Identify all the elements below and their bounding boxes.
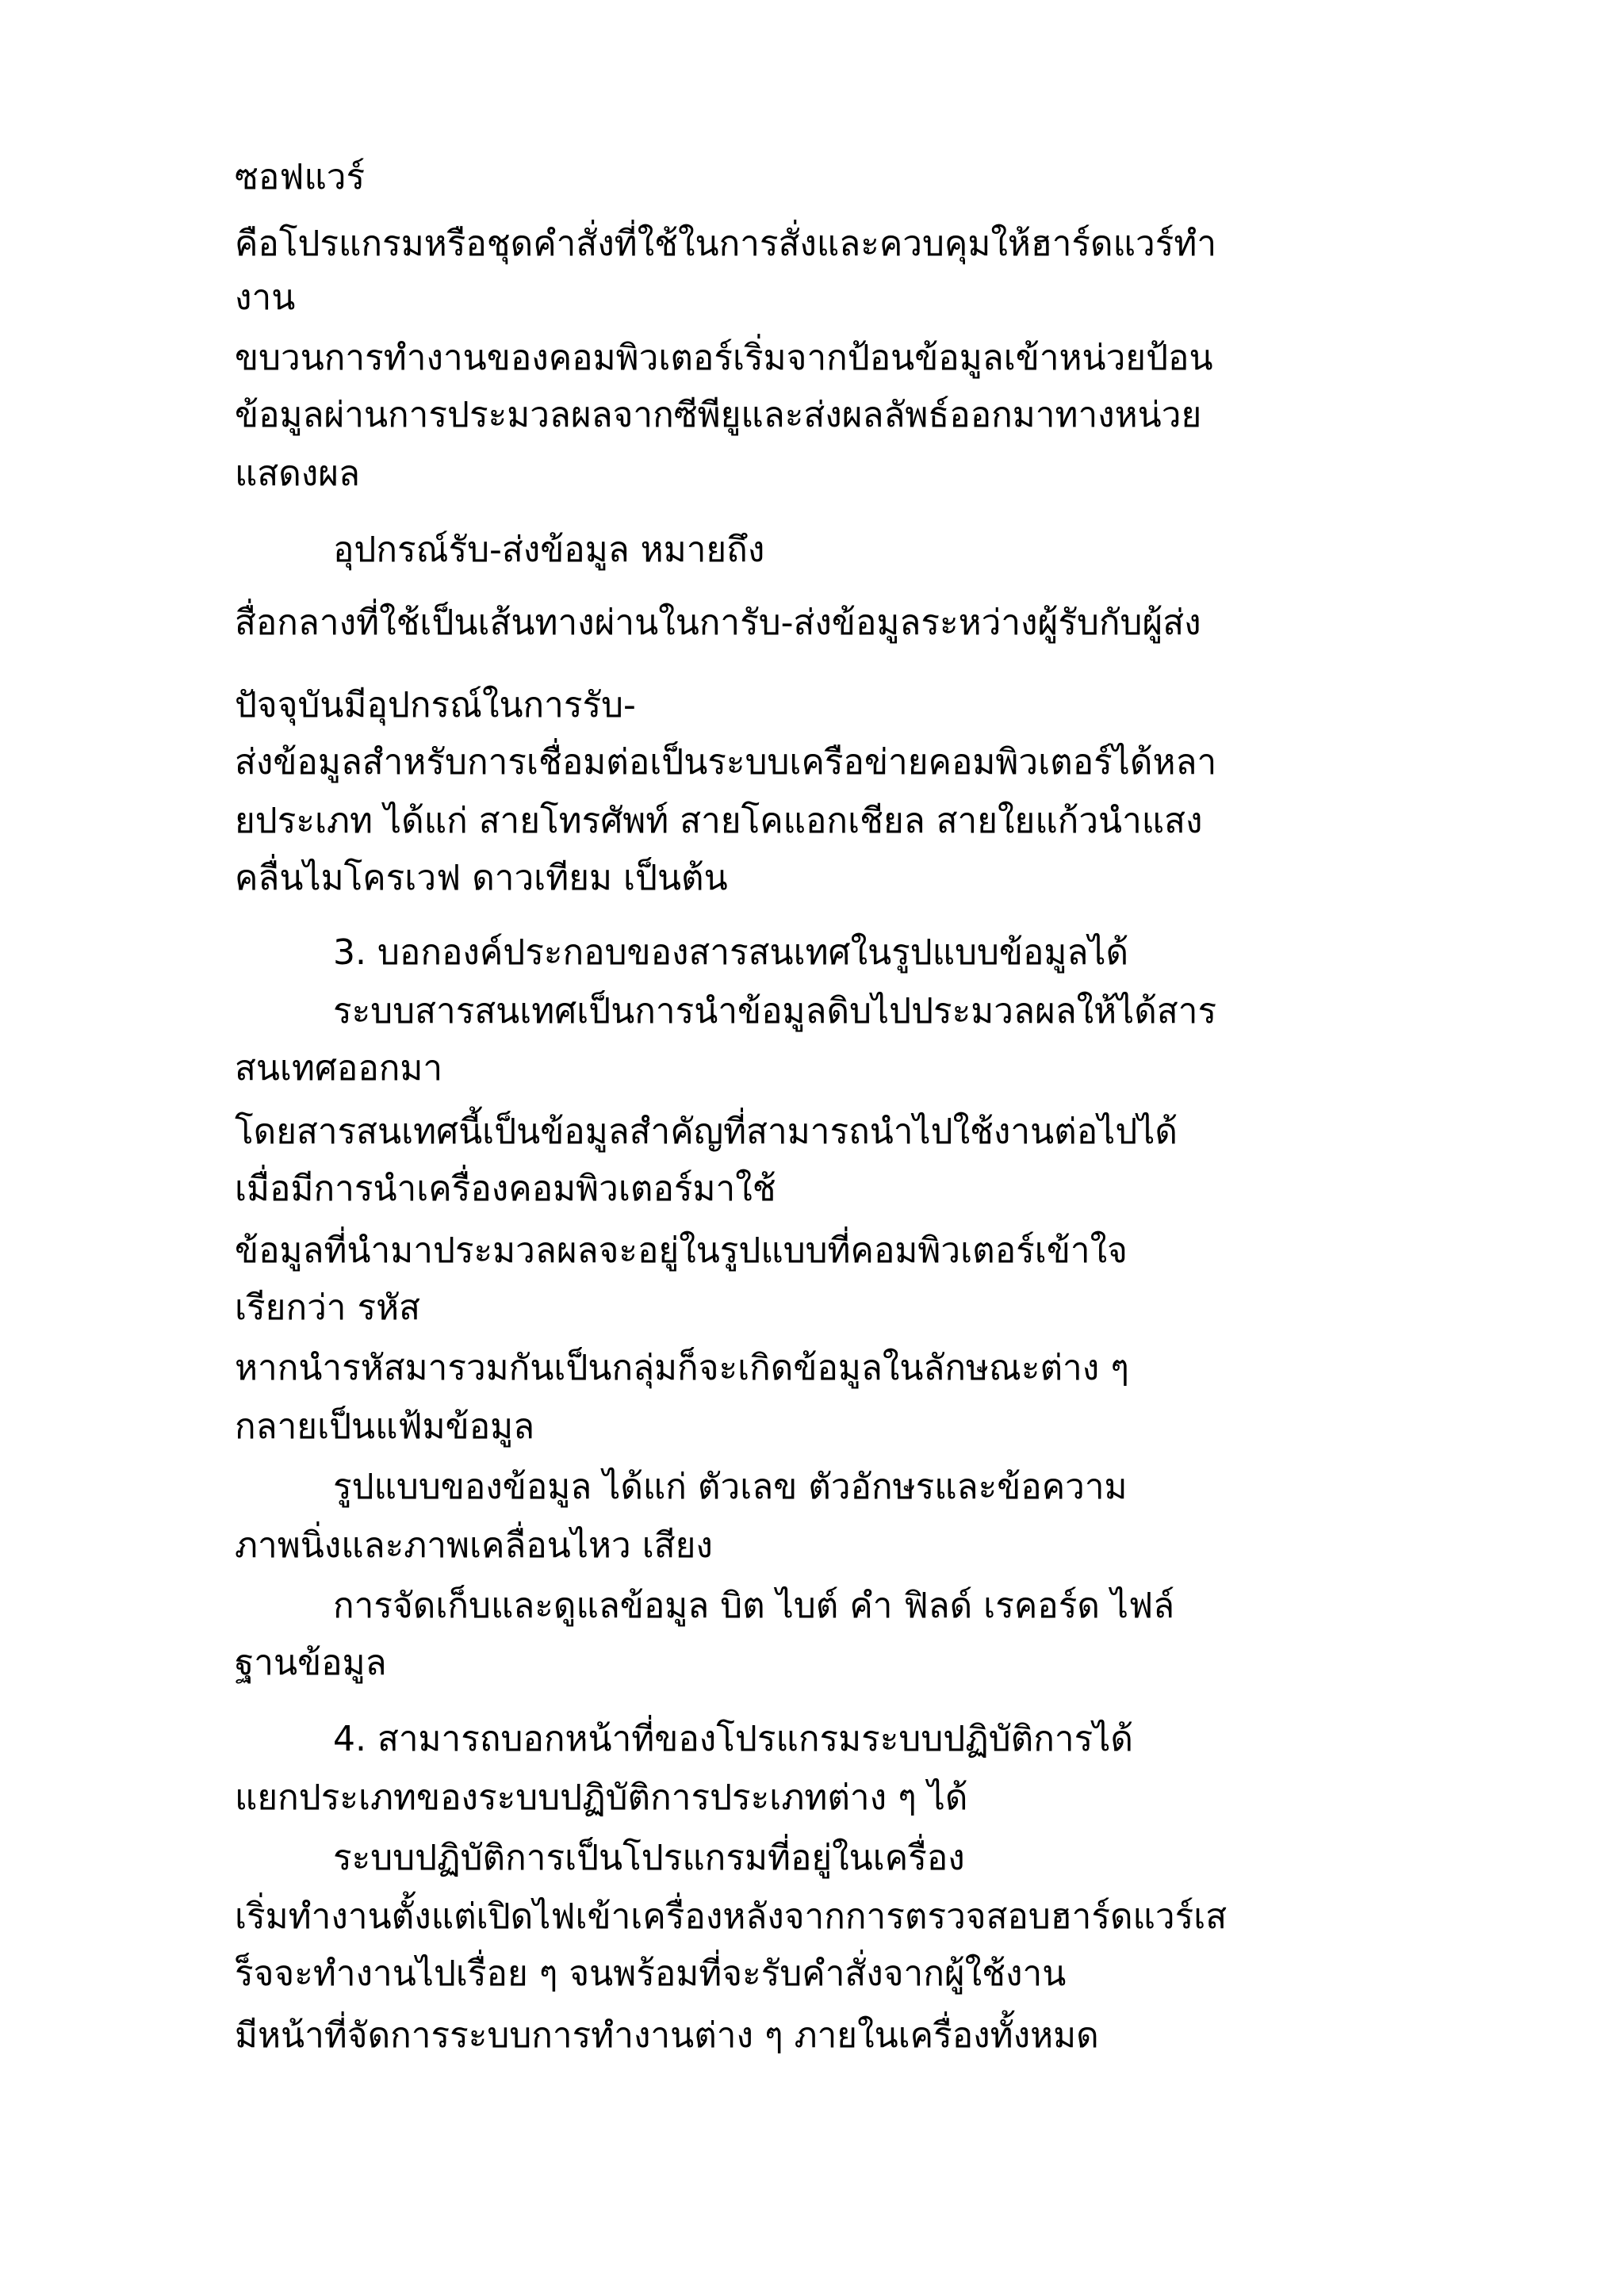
- text-line: ระบบสารสนเทศเป็นการนำข้อมูลดิบไปประมวลผลให้ได้สาร: [333, 991, 1217, 1031]
- text-line: 4. สามารถบอกหน้าที่ของโปรแกรมระบบปฏิบัติการได้: [333, 1719, 1133, 1759]
- text-line: แสดงผล: [235, 453, 361, 494]
- text-line: ปัจจุบันมีอุปกรณ์ในการรับ-: [235, 685, 636, 725]
- text-line: งาน: [235, 277, 296, 318]
- text-line: เรียกว่า รหัส: [235, 1288, 420, 1328]
- text-line: สนเทศออกมา: [235, 1048, 443, 1089]
- text-line: ขบวนการทำงานของคอมพิวเตอร์เริ่มจากป้อนข้อมูลเข้าหน่วยป้อน: [235, 338, 1213, 378]
- text-line: สื่อกลางที่ใช้เป็นเส้นทางผ่านในการับ-ส่งข้อมูลระหว่างผู้รับกับผู้ส่ง: [235, 603, 1201, 643]
- text-line: หากนำรหัสมารวมกันเป็นกลุ่มก็จะเกิดข้อมูลในลักษณะต่าง ๆ: [235, 1348, 1129, 1388]
- text-line: ส่งข้อมูลสำหรับการเชื่อมต่อเป็นระบบเครือข่ายคอมพิวเตอร์ได้หลา: [235, 742, 1217, 783]
- text-line: คือโปรแกรมหรือชุดคำสั่งที่ใช้ในการสั่งและควบคุมให้ฮาร์ดแวร์ทำ: [235, 224, 1217, 264]
- text-line: ยประเภท ได้แก่ สายโทรศัพท์ สายโคแอกเชียล สายใยแก้วนำแสง: [235, 801, 1203, 841]
- text-line: รูปแบบของข้อมูล ได้แก่ ตัวเลข ตัวอักษรและข้อความ: [333, 1467, 1128, 1507]
- text-line: แยกประเภทของระบบปฏิบัติการประเภทต่าง ๆ ได้: [235, 1777, 968, 1818]
- text-line: มีหน้าที่จัดการระบบการทำงานต่าง ๆ ภายในเครื่องทั้งหมด: [235, 2015, 1099, 2056]
- text-line: ภาพนิ่งและภาพเคลื่อนไหว เสียง: [235, 1525, 713, 1566]
- text-line: 3. บอกองค์ประกอบของสารสนเทศในรูปแบบข้อมูลได้: [333, 932, 1129, 973]
- text-line: ร็จจะทำงานไปเรื่อย ๆ จนพร้อมที่จะรับคำสั่งจากผู้ใช้งาน: [235, 1954, 1067, 1994]
- text-line: อุปกรณ์รับ-ส่งข้อมูล หมายถึง: [333, 530, 765, 570]
- text-line: เริ่มทำงานตั้งแต่เปิดไฟเข้าเครื่องหลังจากการตรวจสอบฮาร์ดแวร์เส: [235, 1896, 1228, 1937]
- text-line: กลายเป็นแฟ้มข้อมูล: [235, 1406, 535, 1447]
- text-line: ข้อมูลผ่านการประมวลผลจากซีพียูและส่งผลลัพธ์ออกมาทางหน่วย: [235, 395, 1202, 435]
- text-line: ข้อมูลที่นำมาประมวลผลจะอยู่ในรูปแบบที่คอมพิวเตอร์เข้าใจ: [235, 1230, 1128, 1271]
- text-line: โดยสารสนเทศนี้เป็นข้อมูลสำคัญที่สามารถนำไปใช้งานต่อไปได้: [235, 1112, 1178, 1152]
- text-line: เมื่อมีการนำเครื่องคอมพิวเตอร์มาใช้: [235, 1169, 776, 1209]
- text-line: คลื่นไมโครเวฟ ดาวเทียม เป็นต้น: [235, 858, 728, 898]
- text-line: ระบบปฏิบัติการเป็นโปรแกรมที่อยู่ในเครื่อง: [333, 1838, 965, 1878]
- text-line: การจัดเก็บและดูแลข้อมูล บิต ไบต์ คำ ฟิลด์ เรคอร์ด ไฟล์: [333, 1586, 1175, 1626]
- text-line: ฐานข้อมูล: [235, 1643, 387, 1683]
- text-line: ซอฟแวร์: [235, 157, 366, 197]
